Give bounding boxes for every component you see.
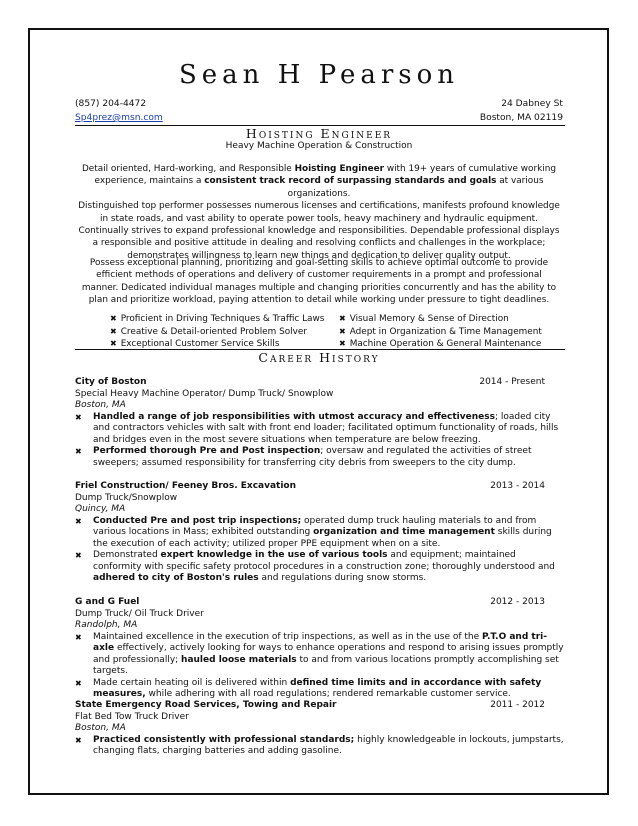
summary-line: Continually strives to expand professional knowledge and responsibilities. Dependable professional displays (78, 226, 560, 237)
summary-line: Distinguished top performer possesses numerous licenses and certifications, manifests profound knowledge (78, 201, 560, 212)
job-location: Boston, MA (75, 723, 126, 733)
job-entry-city-of-boston (75, 377, 565, 469)
skill-item: ✖ Exceptional Customer Service Skills (110, 339, 280, 349)
summary-paragraph-2 (70, 257, 568, 307)
job-dates: 2012 - 2013 (490, 597, 545, 607)
skill-item: ✖ Visual Memory & Sense of Direction (339, 314, 509, 324)
job-location: Boston, MA (75, 400, 126, 410)
email-link[interactable]: Sp4prez@msn.com (75, 113, 163, 123)
city-address: Boston, MA 02119 (479, 113, 563, 123)
summary-line: manner. Dedicated individual manages multiple and changing priorities concurrently and has the ability to (81, 282, 557, 293)
job-role: Dump Truck/Snowplow (75, 492, 178, 503)
job-bullet: ✖ Made certain heating oil is delivered within defined time limits and in accordance with safety measures, while adhering with all road regulations; rendered remarkable customer service. (75, 677, 542, 699)
summary-line: Detail oriented, Hard-working, and Responsible Hoisting Engineer with 19+ years of cumulative working (81, 164, 557, 174)
x-bullet-icon: ✖ (75, 551, 82, 560)
x-bullet-icon: ✖ (75, 412, 82, 422)
job-role: Flat Bed Tow Truck Driver (75, 711, 189, 722)
skills-right-column (339, 313, 542, 351)
summary-paragraph-1 (70, 163, 568, 262)
skill-item: ✖ Creative & Detail-oriented Problem Solver (110, 326, 308, 337)
employer-name: Friel Construction/ Feeney Bros. Excavation (75, 481, 297, 491)
x-bullet-icon: ✖ (110, 326, 117, 336)
summary-line: a responsible and positive attitude in dealing and resolving conflicts and challenges in the workplace; (92, 238, 546, 249)
job-entry-friel-construction (75, 481, 565, 585)
job-entry-state-emergency-road-services (75, 700, 565, 758)
x-bullet-icon: ✖ (75, 632, 82, 642)
summary-line: Possess exceptional planning, prioritizing and goal-setting skills to achieve optimal outcome to provide (89, 258, 549, 268)
job-role: Special Heavy Machine Operator/ Dump Truck/ Snowplow (75, 388, 334, 399)
job-bullet: ✖ Performed thorough Pre and Post inspection; oversaw and regulated the activities of street sweepers; assumed responsibility for transferring city debris from sweepers to the city dump. (75, 446, 532, 468)
x-bullet-icon: ✖ (339, 326, 346, 336)
summary-line: experience, maintains a consistent track record of surpassing standards and goals at various organizations. (94, 176, 544, 199)
x-bullet-icon: ✖ (110, 314, 117, 323)
skill-item: ✖ Machine Operation & General Maintenance (339, 339, 542, 349)
applicant-name: Sean H Pearson (178, 60, 460, 90)
job-dates: 2013 - 2014 (490, 481, 545, 491)
employer-name: City of Boston (75, 377, 147, 387)
job-dates: 2011 - 2012 (490, 700, 545, 710)
job-bullet: ✖ Handled a range of job responsibilities with utmost accuracy and effectiveness; loaded city and contractors vehicles with salt with front end loader; facilitated optimum functionality of roads, hills and bridges even in the most severe situations when temperature are below freezing. (75, 411, 559, 445)
job-location: Quincy, MA (75, 504, 126, 514)
section-title-career-history: Career History (258, 350, 380, 365)
x-bullet-icon: ✖ (339, 339, 346, 348)
skills-list (110, 313, 570, 349)
skill-item: ✖ Proficient in Driving Techniques & Traffic Laws (110, 314, 325, 324)
skills-left-column (110, 313, 324, 351)
summary-line: efficient methods of operations and delivery of customer requirements in a prompt and professional (96, 270, 542, 281)
x-bullet-icon: ✖ (75, 735, 82, 745)
headline-subtitle: Heavy Machine Operation & Construction (225, 141, 413, 151)
x-bullet-icon: ✖ (75, 447, 82, 456)
summary-line: plan and prioritize workload, paying attention to detail while working under pressure to tight deadlines. (88, 295, 550, 306)
phone: (857) 204-4472 (75, 99, 147, 109)
job-bullet: ✖ Maintained excellence in the execution of trip inspections, as well as in the use of the P.T.O and tri-axle effectively, actively looking for ways to enhance operations and respond to arising issues promptly and professionally; hauled loose materials to and from various locations promptly accomplishing set targets. (75, 631, 564, 676)
job-role: Dump Truck/ Oil Truck Driver (75, 608, 204, 619)
x-bullet-icon: ✖ (110, 339, 117, 348)
summary-line: in state roads, and vast ability to operate power tools, heavy machinery and hydraulic equipment. (100, 213, 538, 224)
job-bullet: ✖ Demonstrated expert knowledge in the use of various tools and equipment; maintained conformity with specific safety protocol procedures in a construction zone; thoroughly understood and adhered to city of Boston's rules and regulations during snow storms. (75, 550, 555, 583)
job-dates: 2014 - Present (479, 377, 545, 387)
x-bullet-icon: ✖ (339, 314, 346, 323)
employer-name: State Emergency Road Services, Towing and Repair (75, 700, 337, 710)
job-entry-g-and-g-fuel (75, 597, 565, 701)
job-bullet: ✖ Conducted Pre and post trip inspections; operated dump truck hauling materials to and from various locations in Mass; exhibited outstanding organization and time management skills during the execution of each activity; utilized proper PPE equipment when on a site. (75, 515, 552, 549)
job-bullet: ✖ Practiced consistently with professional standards; highly knowledgeable in lockouts, jumpstarts, changing flats, charging batteries and adding gasoline. (75, 734, 564, 756)
headline-title: Hoisting Engineer (245, 126, 393, 141)
employer-name: G and G Fuel (75, 597, 140, 607)
x-bullet-icon: ✖ (75, 516, 82, 526)
summary-line: demonstrates willingness to learn new things and dedication to deliver quality output. (127, 250, 511, 261)
street-address: 24 Dabney St (501, 99, 563, 109)
skill-item: ✖ Adept in Organization & Time Management (339, 326, 542, 337)
job-location: Randolph, MA (75, 620, 138, 630)
x-bullet-icon: ✖ (75, 678, 82, 688)
